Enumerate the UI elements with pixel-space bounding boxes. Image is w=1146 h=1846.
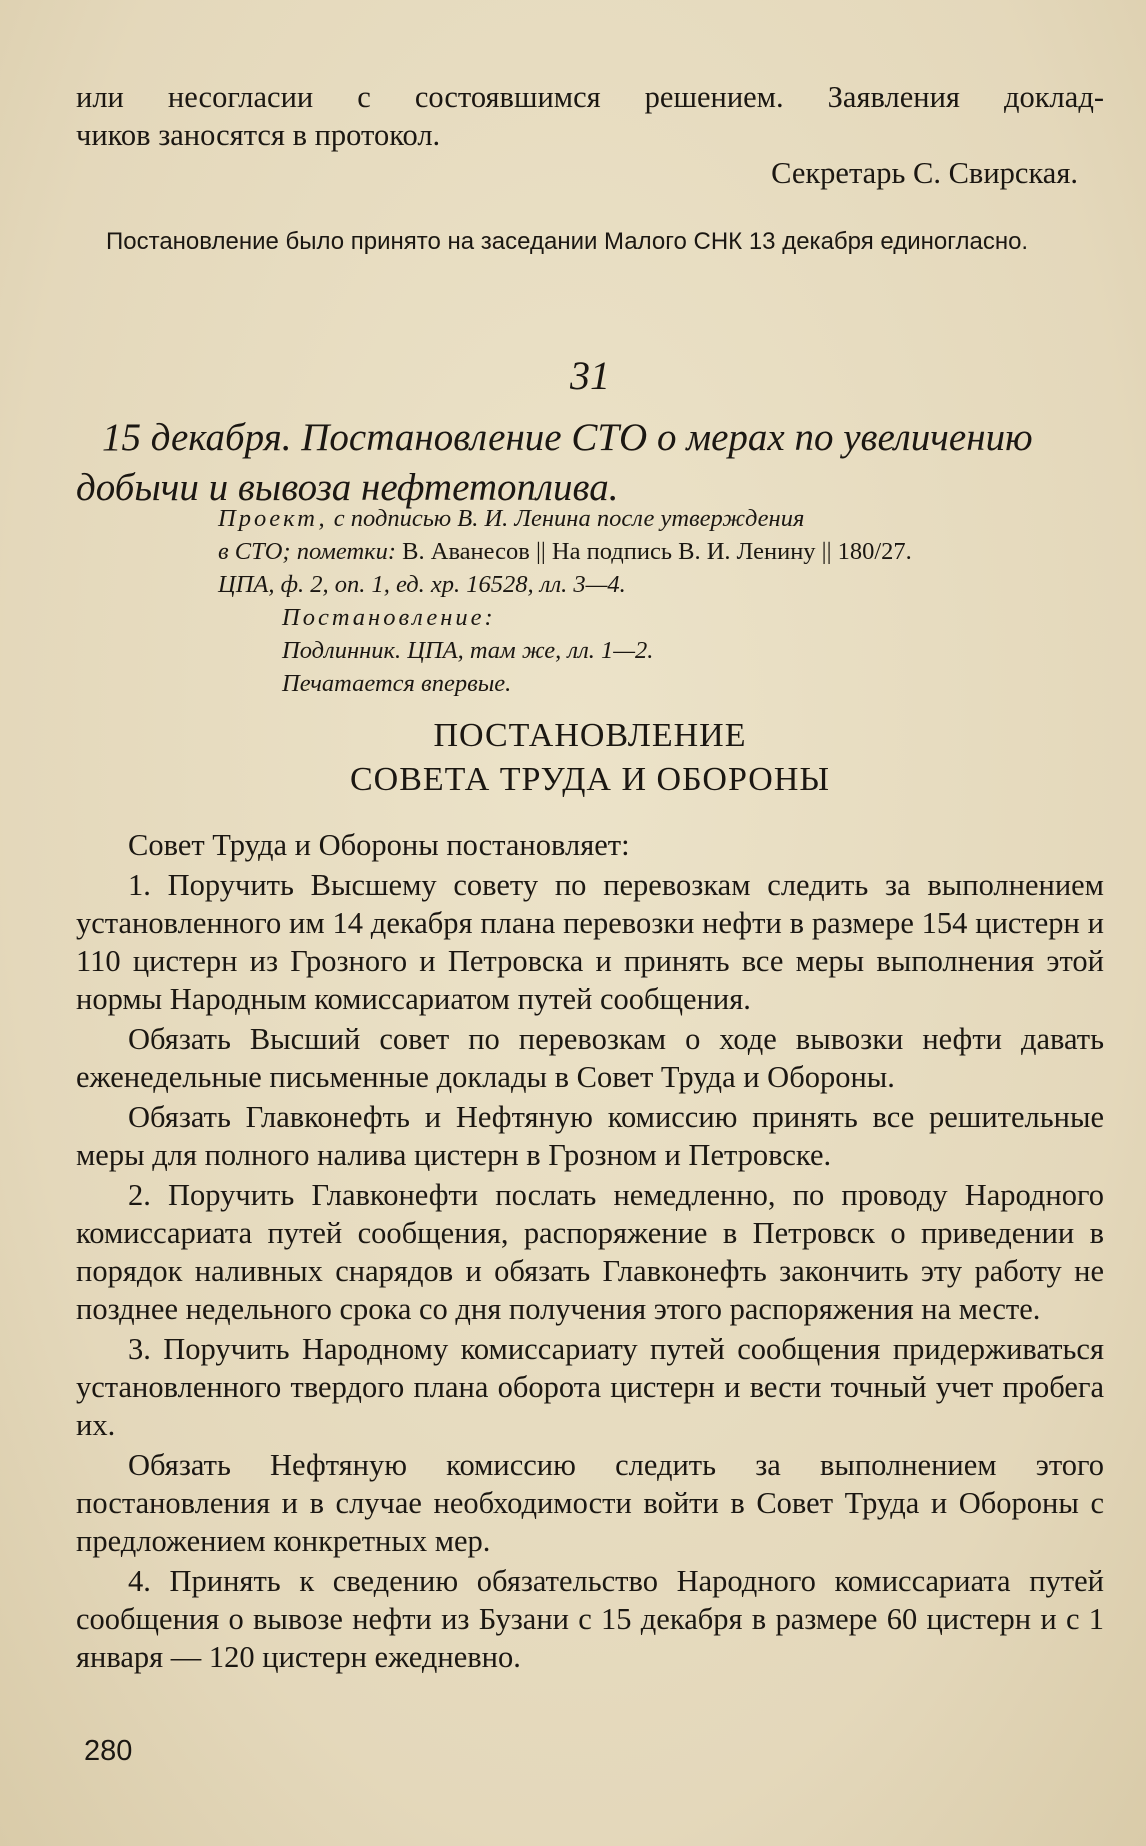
source-original-ref: Подлинник. ЦПА, там же, лл. 1—2.	[282, 637, 654, 664]
body-paragraph: Обязать Главконефть и Нефтяную комиссию принять все решительные меры для полного налива цистерн в Грозном и Петровске.	[76, 1100, 1104, 1172]
page-number: 280	[84, 1735, 133, 1767]
document-header	[76, 352, 1104, 513]
heading-line-2: СОВЕТА ТРУДА И ОБОРОНЫ	[349, 761, 831, 798]
source-draft-label: Проект,	[218, 505, 328, 532]
body-paragraph: 4. Принять к сведению обязательство Народного комиссариата путей сообщения о вывозе нефти из Бузани с 15 декабря в размере 60 цистерн и с 1 января — 120 цистерн ежедневно.	[76, 1564, 1104, 1674]
previous-document-ending	[76, 78, 1104, 259]
continuation-line-2: чиков заносятся в протокол.	[76, 118, 441, 152]
body-paragraph: 1. Поручить Высшему совету по перевозкам следить за выполнением установленного им 14 декабря плана перевозки нефти в размере 154 цистерн и 110 цистерн из Грозного и Петровска и принять все меры выполнения этой нормы Народным комиссариатом путей сообщения.	[76, 868, 1104, 1016]
resolution-heading	[76, 714, 1104, 802]
archival-source-note	[218, 502, 1088, 700]
resolution-body	[76, 826, 1104, 1678]
secretary-signature: Секретарь С. Свирская.	[771, 156, 1078, 190]
continuation-line-1: или несогласии с состоявшимся решением. Заявления доклад-	[76, 80, 1104, 114]
body-paragraph: Совет Труда и Обороны постановляет:	[128, 828, 630, 862]
source-marks: В. Аванесов || На подпись В. И. Ленину || 180/27.	[402, 538, 912, 565]
body-paragraph: 2. Поручить Главконефти послать немедленно, по проводу Народного комиссариата путей сообщения, распоряжение в Петровск о приведении в порядок наливных снарядов и обязать Главконефть закончить эту работу не позднее недельного срока со дня получения этого распоряжения на месте.	[76, 1178, 1104, 1326]
source-archive-ref: ЦПА, ф. 2, оп. 1, ед. хр. 16528, лл. 3—4.	[218, 571, 626, 598]
source-resolution-label: Постановление:	[282, 604, 496, 631]
source-line-1: с подписью В. И. Ленина после утверждения	[333, 505, 805, 532]
heading-line-1: ПОСТАНОВЛЕНИЕ	[433, 717, 747, 754]
document-number: 31	[570, 353, 610, 398]
source-marks-label: в СТО; пометки:	[218, 538, 397, 565]
body-paragraph: Обязать Нефтяную комиссию следить за выполнением этого постановления и в случае необходимости войти в Совет Труда и Обороны с предложением конкретных мер.	[76, 1448, 1104, 1558]
source-first-publication: Печатается впервые.	[282, 670, 512, 697]
body-paragraph: Обязать Высший совет по перевозкам о ходе вывозки нефти давать еженедельные письменные доклады в Совет Труда и Обороны.	[76, 1022, 1104, 1094]
adoption-note: Постановление было принято на заседании Малого СНК 13 декабря единогласно.	[106, 228, 1029, 255]
body-paragraph: 3. Поручить Народному комиссариату путей сообщения придерживаться установленного твердого плана оборота цистерн и вести точный учет пробега их.	[76, 1332, 1104, 1442]
document-title: 15 декабря. Постановление СТО о мерах по увеличению добычи и вывоза нефтетоплива.	[76, 416, 1033, 509]
